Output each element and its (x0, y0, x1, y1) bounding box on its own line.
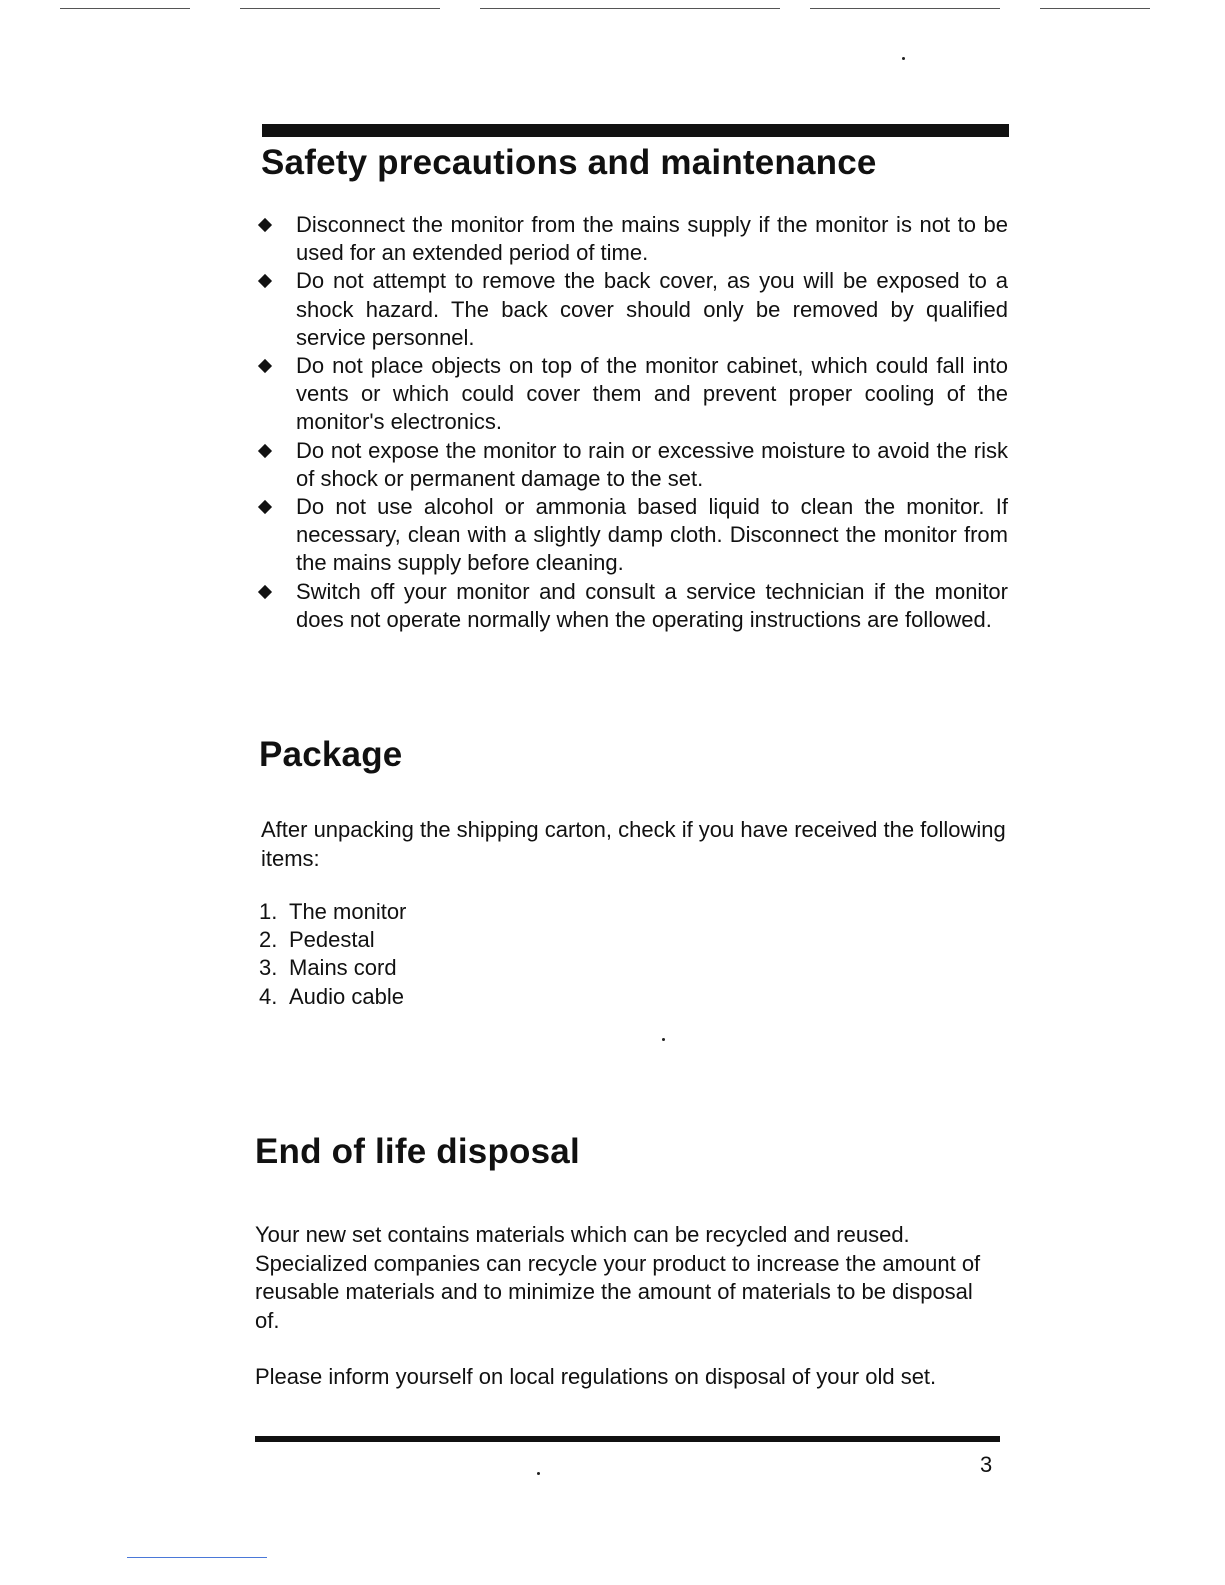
item-label: Mains cord (289, 955, 397, 981)
disposal-paragraph: Your new set contains materials which can be recycled and reused. Specialized companies can recycle your product to increase the amount of reusable materials and to minimize the amount of materials to be disposal of. (255, 1222, 981, 1333)
scan-artifact (60, 8, 190, 9)
item-number: 2. (259, 927, 278, 953)
footer-rule (255, 1436, 1000, 1442)
list-item (258, 211, 1008, 267)
diamond-bullet-icon (258, 218, 272, 232)
list-item (259, 898, 406, 926)
list-item-text: Do not expose the monitor to rain or excessive moisture to avoid the risk of shock or permanent damage to the set. (296, 437, 1008, 491)
list-item-text: Switch off your monitor and consult a service technician if the monitor does not operate normally when the operating instructions are followed. (296, 578, 1008, 632)
scan-artifact (127, 1557, 267, 1558)
scan-speck (537, 1472, 540, 1475)
list-item (259, 954, 406, 982)
item-number: 4. (259, 983, 278, 1009)
item-number: 1. (259, 899, 278, 924)
list-item-text: Do not place objects on top of the monitor cabinet, which could fall into vents or which could cover them and prevent proper cooling of the monitor's electronics. (296, 353, 1008, 435)
scan-artifact (1040, 8, 1150, 9)
package-section-title: Package (259, 735, 403, 774)
disposal-note: Please inform yourself on local regulations on disposal of your old set. (255, 1364, 937, 1389)
list-item (259, 926, 406, 954)
list-item-text: Do not attempt to remove the back cover, as you will be exposed to a shock hazard. The back cover should only be removed by qualified service personnel. (296, 268, 1008, 350)
item-label: Pedestal (289, 927, 375, 953)
item-number: 3. (259, 955, 278, 981)
list-item-text: Do not use alcohol or ammonia based liquid to clean the monitor. If necessary, clean with a slightly damp cloth. Disconnect the monitor from the mains supply before cleaning. (296, 494, 1008, 576)
diamond-bullet-icon (258, 444, 272, 458)
package-intro: After unpacking the shipping carton, check if you have received the following items: (261, 817, 1006, 871)
scan-artifact (240, 8, 440, 9)
disposal-section-title: End of life disposal (255, 1132, 580, 1171)
item-label: The monitor (289, 899, 407, 924)
diamond-bullet-icon (258, 500, 272, 514)
package-items-list (259, 898, 406, 1011)
header-rule (262, 124, 1009, 137)
list-item-text: Disconnect the monitor from the mains supply if the monitor is not to be used for an extended period of time. (296, 212, 1008, 266)
list-item (258, 352, 1008, 437)
scan-artifact (480, 8, 780, 9)
list-item (258, 267, 1008, 352)
scan-speck (662, 1038, 665, 1041)
safety-bullet-list (258, 211, 1008, 634)
item-label: Audio cable (289, 983, 404, 1009)
scan-artifact (810, 8, 1000, 9)
diamond-bullet-icon (258, 274, 272, 288)
list-item (258, 437, 1008, 493)
list-item (259, 983, 406, 1011)
scan-speck (902, 57, 905, 60)
list-item (258, 493, 1008, 578)
list-item (258, 578, 1008, 634)
safety-section-title: Safety precautions and maintenance (261, 143, 877, 182)
diamond-bullet-icon (258, 359, 272, 373)
page-number: 3 (980, 1452, 993, 1477)
diamond-bullet-icon (258, 585, 272, 599)
